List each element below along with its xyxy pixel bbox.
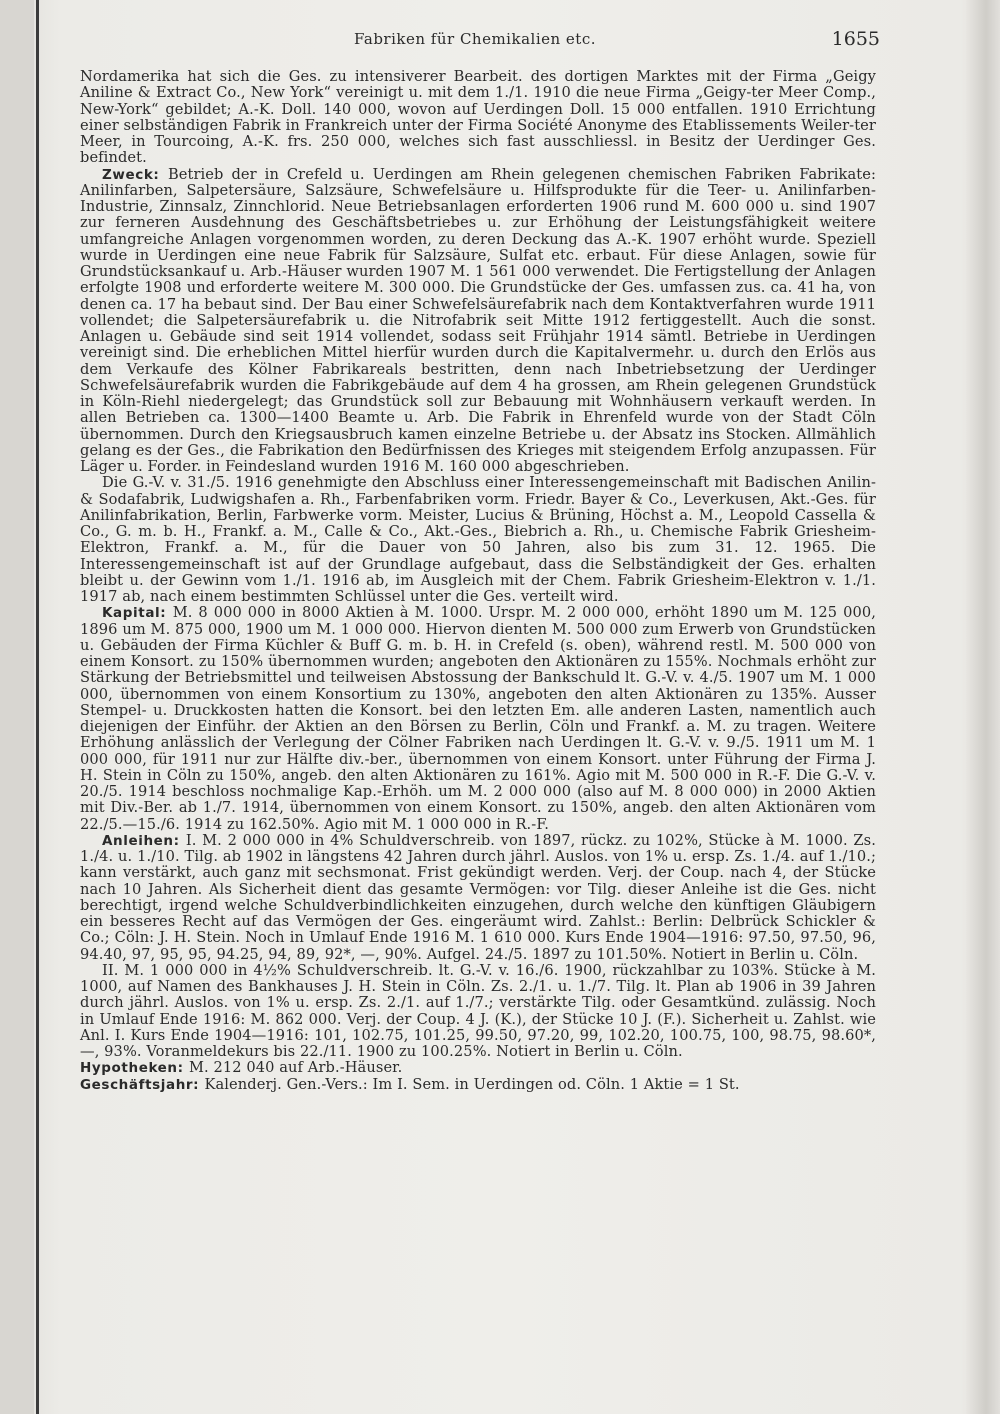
running-head: Fabriken für Chemikalien etc.	[354, 30, 596, 48]
paragraph-hypotheken	[80, 1060, 876, 1076]
paragraph-text: Die G.-V. v. 31./5. 1916 genehmigte den Abschluss einer Interessengemeinschaft mit Badischen Anilin- & Sodafabrik, Ludwigshafen a. Rh., Farbenfabriken vorm. Friedr. Bayer & Co., Leverkusen, Akt.-Ges. für Anilinfabrikation, Berlin, Farbwerke vorm. Meister, Lucius & Brüning, Höchst a. M., Leopold Cassella & Co., G. m. b. H., Frankf. a. M., Calle & Co., Akt.-Ges., Biebrich a. Rh., u. Chemische Fabrik Griesheim-Elektron, Frankf. a. M., für die Dauer von 50 Jahren, also bis zum 31. 12. 1965. Die Interessengemeinschaft ist auf der Grundlage aufgebaut, dass die Selbständigkeit der Ges. erhalten bleibt u. der Gewinn vom 1./1. 1916 ab, im Ausgleich mit der Chem. Fabrik Griesheim-Elektron v. 1./1. 1917 ab, nach einem bestimmten Schlüssel unter die Ges. verteilt wird.	[80, 474, 876, 605]
section-label-kapital: Kapital:	[102, 605, 173, 622]
paragraph-text: I. M. 2 000 000 in 4% Schuldverschreib. von 1897, rückz. zu 102%, Stücke à M. 1000. Zs. 1./4. u. 1./10. Tilg. ab 1902 in längstens 42 Jahren durch jährl. Auslos. von 1% u. ersp. Zs. 1./4. auf 1./10.; kann verstärkt, auch ganz mit sechsmonat. Frist gekündigt werden. Verj. der Coup. nach 4, der Stücke nach 10 Jahren. Als Sicherheit dient das gesamte Vermögen: vor Tilg. dieser Anleihe ist die Ges. nicht berechtigt, irgend welche Schuldverbindlichkeiten einzugehen, durch welche den künftigen Gläubigern ein besseres Recht auf das Vermögen der Ges. eingeräumt wird. Zahlst.: Berlin: Delbrück Schickler & Co.; Cöln: J. H. Stein. Noch in Umlauf Ende 1916 M. 1 610 000. Kurs Ende 1904—1916: 97.50, 97.50, 96, 94.40, 97, 95, 95, 94.25, 94, 89, 92*, —, 90%. Aufgel. 24./5. 1897 zu 101.50%. Notiert in Berlin u. Cöln.	[80, 831, 876, 963]
binding-rule	[36, 0, 39, 1414]
paragraph-text: M. 8 000 000 in 8000 Aktien à M. 1000. Urspr. M. 2 000 000, erhöht 1890 um M. 125 000, 1896 um M. 875 000, 1900 um M. 1 000 000. Hiervon dienten M. 500 000 zum Erwerb von Grundstücken u. Gebäuden der Firma Küchler & Buff G. m. b. H. in Crefeld (s. oben), während restl. M. 500 000 von einem Konsort. zu 150% übernommen wurden; angeboten den Aktionären zu 155%. Nochmals erhöht zur Stärkung der Betriebsmittel und teilweisen Abstossung der Bankschuld lt. G.-V. v. 4./5. 1907 um M. 1 000 000, übernommen von einem Konsortium zu 130%, angeboten den alten Aktionären zu 135%. Ausser Stempel- u. Druckkosten hatten die Konsort. bei den letzten Em. alle anderen Lasten, namentlich auch diejenigen der Einführ. der Aktien an den Börsen zu Berlin, Cöln und Frankf. a. M. zu tragen. Weitere Erhöhung anlässlich der Verlegung der Cölner Fabriken nach Uerdingen lt. G.-V. v. 9./5. 1911 um M. 1 000 000, für 1911 nur zur Hälfte div.-ber., übernommen von einem Konsort. unter Führung der Firma J. H. Stein in Cöln zu 150%, angeb. den alten Aktionären zu 161%. Agio mit M. 500 000 in R.-F. Die G.-V. v. 20./5. 1914 beschloss nochmalige Kap.-Erhöh. um M. 2 000 000 (also auf M. 8 000 000) in 2000 Aktien mit Div.-Ber. ab 1./7. 1914, übernommen von einem Konsort. zu 150%, angeb. den alten Aktionären vom 22./5.—15./6. 1914 zu 162.50%. Agio mit M. 1 000 000 in R.-F.	[80, 604, 876, 833]
paragraph-kapital	[80, 605, 876, 833]
paragraph-interessengemeinschaft	[80, 475, 876, 605]
page-header	[70, 26, 880, 56]
paragraph-intro	[80, 69, 876, 167]
section-label-hypotheken: Hypotheken:	[80, 1060, 189, 1077]
page-number: 1655	[831, 28, 880, 50]
paragraph-text: M. 212 040 auf Arb.-Häuser.	[188, 1059, 403, 1077]
paragraph-anleihe-2	[80, 963, 876, 1061]
section-label-zweck: Zweck:	[102, 166, 168, 183]
paragraph-text: Nordamerika hat sich die Ges. zu intensiverer Bearbeit. des dortigen Marktes mit der Firma „Geigy Aniline & Extract Co., New York“ vereinigt u. mit dem 1./1. 1910 die neue Firma „Geigy-ter Meer Comp., New-York“ gebildet; A.-K. Doll. 140 000, wovon auf Uerdingen Doll. 15 000 entfallen. 1910 Errichtung einer selbständigen Fabrik in Frankreich unter der Firma Société Anonyme des Etablissements Weiler-ter Meer, in Tourcoing, A.-K. frs. 250 000, welches sich fast ausschliessl. in Besitz der Uerdinger Ges. befindet.	[80, 68, 876, 167]
section-label-geschaeftsjahr: Geschäftsjahr:	[80, 1076, 205, 1093]
paragraph-text: Kalenderj. Gen.-Vers.: Im I. Sem. in Uerdingen od. Cöln. 1 Aktie = 1 St.	[204, 1075, 740, 1093]
paragraph-text: II. M. 1 000 000 in 4½% Schuldverschreib. lt. G.-V. v. 16./6. 1900, rückzahlbar zu 103%. Stücke à M. 1000, auf Namen des Bankhauses J. H. Stein in Cöln. Zs. 2./1. u. 1./7. Tilg. lt. Plan ab 1906 in 39 Jahren durch jährl. Auslos. von 1% u. ersp. Zs. 2./1. auf 1./7.; verstärkte Tilg. oder Gesamtkünd. zulässig. Noch in Umlauf Ende 1916: M. 862 000. Verj. der Coup. 4 J. (K.), der Stücke 10 J. (F.). Sicherheit u. Zahlst. wie Anl. I. Kurs Ende 1904—1916: 101, 102.75, 101.25, 99.50, 97.20, 99, 102.20, 100.75, 100, 98.75, 98.60*, —, 93%. Voranmeldekurs bis 22./11. 1900 zu 100.25%. Notiert in Berlin u. Cöln.	[80, 961, 876, 1060]
paragraph-text: Betrieb der in Crefeld u. Uerdingen am Rhein gelegenen chemischen Fabriken Fabrikate: Anilinfarben, Salpetersäure, Salzsäure, Schwefelsäure u. Hilfsprodukte für die Teer- u. Anilinfarben-Industrie, Zinnsalz, Zinnchlorid. Neue Betriebsanlagen erforderten 1906 rund M. 600 000 u. sind 1907 zur ferneren Ausdehnung des Geschäftsbetriebes u. zur Erhöhung der Leistungsfähigkeit weitere umfangreiche Anlagen vorgenommen worden, zu deren Deckung das A.-K. 1907 erhöht wurde. Speziell wurde in Uerdingen eine neue Fabrik für Salzsäure, Sulfat etc. erbaut. Für diese Anlagen, sowie für Grundstücksankauf u. Arb.-Häuser wurden 1907 M. 1 561 000 verwendet. Die Fertigstellung der Anlagen erfolgte 1908 und erforderte weitere M. 300 000. Die Grundstücke der Ges. umfassen zus. ca. 41 ha, von denen ca. 17 ha bebaut sind. Der Bau einer Schwefelsäurefabrik nach dem Kontaktverfahren wurde 1911 vollendet; die Salpetersäurefabrik u. die Nitrofabrik seit Mitte 1912 fertiggestellt. Auch die sonst. Anlagen u. Gebäude sind seit 1914 vollendet, sodass seit Frühjahr 1914 sämtl. Betriebe in Uerdingen vereinigt sind. Die erheblichen Mittel hierfür wurden durch die Kapitalvermehr. u. durch den Erlös aus dem Verkaufe des Kölner Fabrikareals bestritten, denn nach Inbetriebsetzung der Uerdinger Schwefelsäurefabrik wurden die Fabrikgebäude auf dem 4 ha grossen, am Rhein gelegenen Grundstück in Köln-Riehl niedergelegt; das Grundstück soll zur Bebauung mit Wohnhäusern verkauft werden. In allen Betrieben ca. 1300—1400 Beamte u. Arb. Die Fabrik in Ehrenfeld wurde von der Stadt Cöln übernommen. Durch den Kriegsausbruch kamen einzelne Betriebe u. der Absatz ins Stocken. Allmählich gelang es der Ges., die Fabrikation den Bedürfnissen des Krieges mit steigendem Erfolg anzupassen. Für Läger u. Forder. in Feindesland wurden 1916 M. 160 000 abgeschrieben.	[80, 165, 877, 475]
section-label-anleihen: Anleihen:	[102, 832, 186, 849]
paragraph-geschaeftsjahr	[80, 1077, 876, 1093]
body-text	[80, 69, 876, 1093]
paragraph-zweck	[80, 167, 876, 476]
paragraph-anleihen	[80, 833, 876, 963]
right-page-edge	[966, 0, 1000, 1414]
left-margin-adjacent-page	[0, 0, 34, 1414]
